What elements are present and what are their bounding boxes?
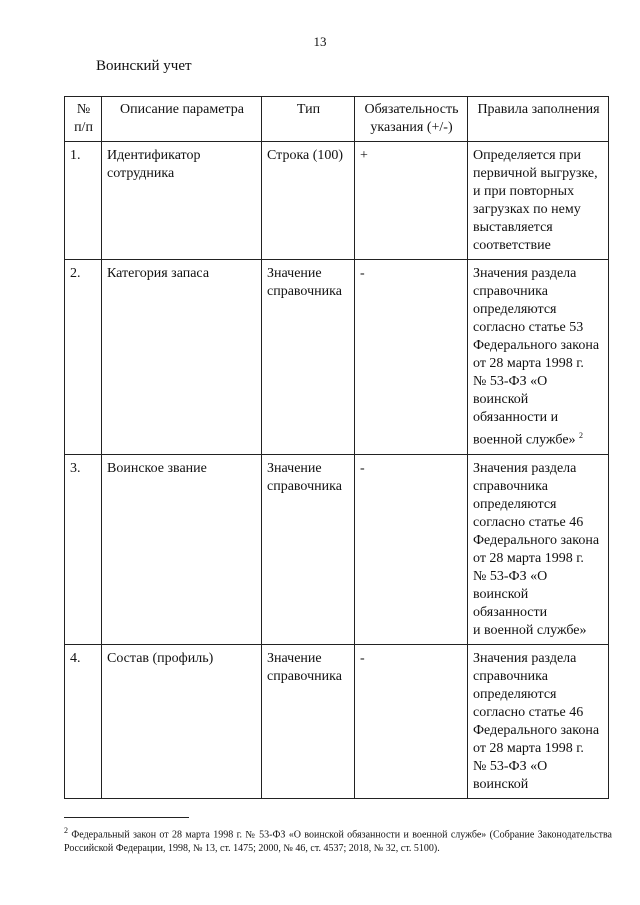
cell-description: Категория запаса	[102, 260, 262, 455]
rule-line: от 28 марта 1998 г.	[473, 740, 584, 756]
cell-rules	[468, 454, 609, 644]
rule-line: № 53-ФЗ «О	[473, 374, 548, 389]
footnote	[64, 824, 612, 856]
table-row	[65, 142, 609, 260]
table-row	[65, 260, 609, 455]
rule-line: Определяется при	[473, 148, 582, 163]
rule-line: справочника	[473, 478, 548, 494]
cell-type: Значение справочника	[262, 260, 355, 455]
rule-line: Федерального закона	[473, 722, 600, 738]
cell-required: -	[355, 454, 468, 644]
header-type: Тип	[262, 97, 355, 142]
rule-line: согласно статье 46	[473, 514, 584, 530]
cell-description: Идентификатор сотрудника	[102, 142, 262, 260]
cell-description: Состав (профиль)	[102, 644, 262, 798]
parameters-table	[64, 96, 609, 799]
footnote-mark: 2	[64, 826, 68, 835]
section-title: Воинский учет	[96, 58, 192, 74]
header-rules: Правила заполнения	[468, 97, 609, 142]
cell-type: Значение справочника	[262, 454, 355, 644]
rule-line: согласно статье 53	[473, 320, 584, 335]
rule-line: воинской	[473, 392, 529, 407]
rule-line: согласно статье 46	[473, 704, 584, 720]
cell-num: 1.	[65, 142, 102, 260]
rule-line-with-footnote	[473, 427, 604, 450]
cell-num: 3.	[65, 454, 102, 644]
cell-type: Значение справочника	[262, 644, 355, 798]
footnote-text: Федеральный закон от 28 марта 1998 г. № 53-ФЗ «О воинской обязанности и военной службе» (Собрание Законодательства Российской Федерации, 1998, № 13, ст. 1475; 2000, № 46, ст. 4537; 2018, № 32, ст. 5100).	[64, 829, 612, 855]
rule-line: № 53-ФЗ «О	[473, 758, 548, 774]
rule-line: Значения раздела	[473, 650, 577, 666]
header-num: № п/п	[65, 97, 102, 142]
rule-line: соответствие	[473, 238, 551, 253]
table-row	[65, 644, 609, 798]
rule-line: от 28 марта 1998 г.	[473, 550, 584, 566]
cell-required: +	[355, 142, 468, 260]
rule-line: воинской	[473, 586, 529, 602]
rule-line: справочника	[473, 668, 548, 684]
table-row	[65, 454, 609, 644]
cell-rules	[468, 644, 609, 798]
rule-line: Значения раздела	[473, 266, 577, 281]
cell-rules	[468, 260, 609, 455]
rule-line: от 28 марта 1998 г.	[473, 356, 584, 371]
footnote-divider	[64, 817, 189, 818]
cell-num: 2.	[65, 260, 102, 455]
rule-line: справочника	[473, 284, 548, 299]
rule-line: определяются	[473, 686, 557, 702]
rule-line: Федерального закона	[473, 338, 600, 353]
page-number: 13	[313, 34, 327, 49]
cell-description: Воинское звание	[102, 454, 262, 644]
rule-line: военной службе»	[473, 432, 576, 448]
rule-line: обязанности	[473, 604, 548, 620]
table-body	[65, 142, 609, 799]
footnote-reference: 2	[579, 431, 584, 440]
rule-line: Федерального закона	[473, 532, 600, 548]
cell-required: -	[355, 644, 468, 798]
cell-type: Строка (100)	[262, 142, 355, 260]
rule-line: определяются	[473, 302, 557, 317]
table-header-row	[65, 97, 609, 142]
rule-line: воинской	[473, 776, 529, 792]
rule-line: определяются	[473, 496, 557, 512]
rule-line: Значения раздела	[473, 460, 577, 476]
header-description: Описание параметра	[102, 97, 262, 142]
rule-line: выставляется	[473, 220, 553, 235]
rule-line: обязанности и	[473, 410, 559, 425]
header-required: Обязательность указания (+/-)	[355, 97, 468, 142]
cell-rules	[468, 142, 609, 260]
rule-line: и при повторных	[473, 184, 575, 199]
rule-line: загрузках по нему	[473, 202, 581, 217]
rule-line: и военной службе»	[473, 622, 587, 638]
rule-line: первичной выгрузке,	[473, 166, 598, 181]
rule-line: № 53-ФЗ «О	[473, 568, 548, 584]
cell-num: 4.	[65, 644, 102, 798]
cell-required: -	[355, 260, 468, 455]
